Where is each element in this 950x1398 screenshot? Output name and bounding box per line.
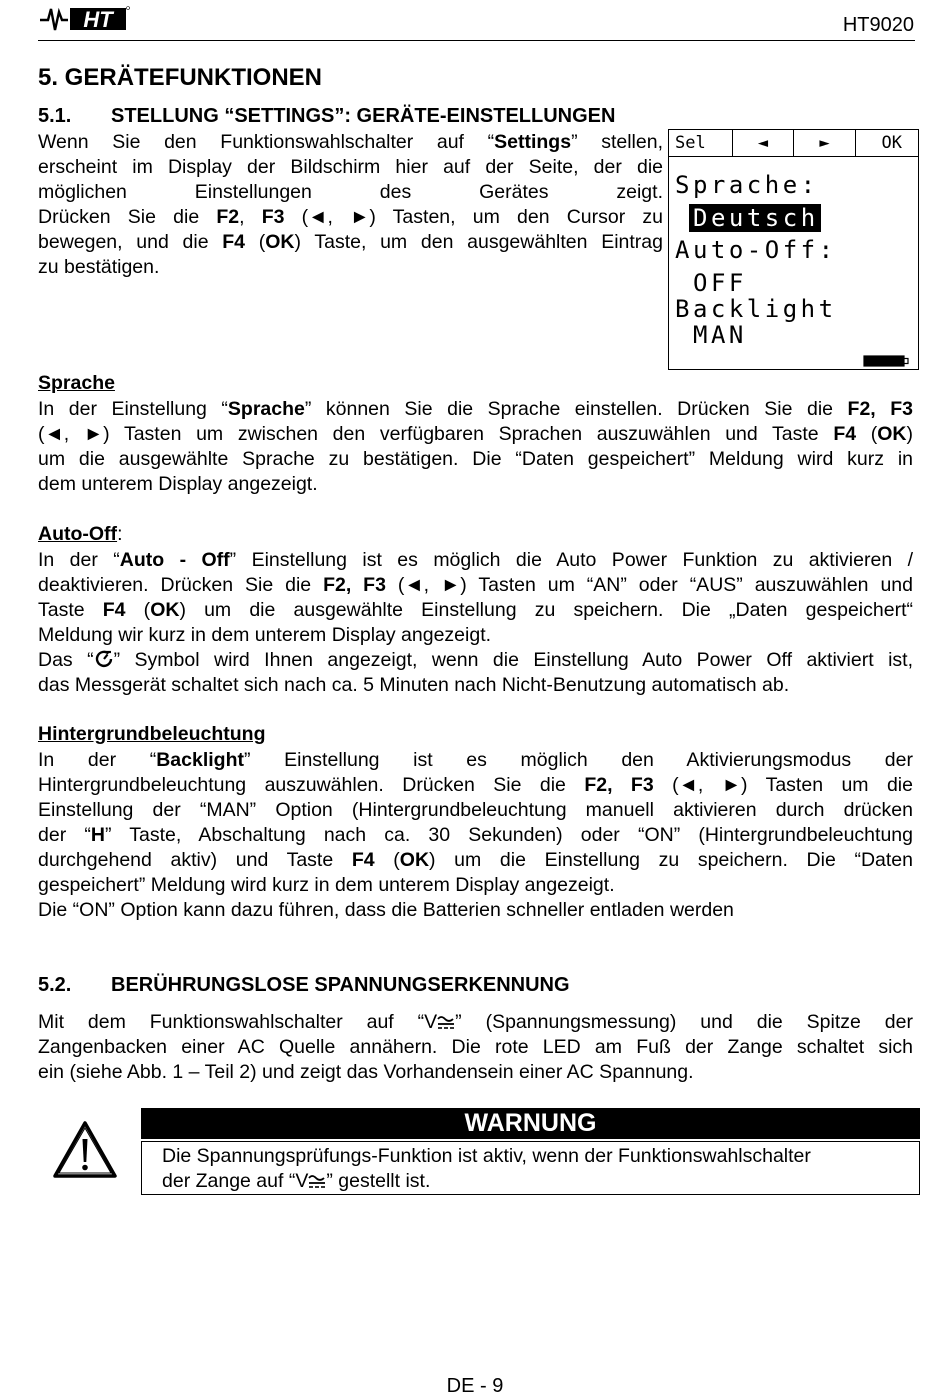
text-line: Drücken Sie die F2, F3 (◄, ►) Tasten, um den Cursor zu [38,206,663,228]
text-line: Taste F4 (OK) um die ausgewählte Einstellung zu speichern. Die „Daten gespeichert“ [38,599,913,621]
text-line: durchgehend aktiv) und Taste F4 (OK) um die Einstellung zu speichern. Die “Daten [38,849,913,871]
auto-off-heading-colon: : [117,523,123,545]
backlight-note: Die “ON” Option kann dazu führen, dass die Batterien schneller entladen werden [38,899,734,921]
text-line: In der “Auto - Off” Einstellung ist es möglich die Auto Power Funktion zu aktivieren / [38,549,914,571]
display-line-auto-off: Auto-Off: [675,236,837,264]
softkey-right-icon: ► [794,130,856,156]
auto-off-symbol-text: Das “ ” Symbol wird Ihnen angezeigt, wenn die Einstellung Auto Power Off aktiviert ist, das Messgerät schaltet sich nach ca. 5 Minuten nach Nicht-Benutzung automatisch ab. [38,649,913,696]
warning-text: Die Spannungsprüfungs-Funktion ist aktiv, wenn der Funktionswahlschalter der Zange auf “V ” gestellt ist. [162,1145,811,1192]
text-line: deaktivieren. Drücken Sie die F2, F3 (◄, ►) Tasten um “AN” oder “AUS” auszuwählen und [38,574,913,596]
warning-triangle-icon [52,1120,118,1180]
display-line-sprache: Sprache: [675,171,819,199]
text-line: Meldung wir kurz in dem unterem Display angezeigt. [38,624,492,646]
text-line: In der Einstellung “Sprache” können Sie die Sprache einstellen. Drücken Sie die F2, F3 [38,398,914,420]
text-line: möglichen Einstellungen des Gerätes zeigt. [38,181,663,203]
text-line: bewegen, und die F4 (OK) Taste, um den ausgewählten Eintrag [38,231,663,253]
text-line: erscheint im Display der Bildschirm hier auf der Seite, der die [38,156,663,178]
display-line-backlight: Backlight [675,295,837,323]
ht-logo [38,4,130,34]
auto-off-text [38,548,913,648]
display-line-man: MAN [693,321,747,349]
battery-icon [863,355,909,367]
settings-intro [38,130,663,280]
logo-text: HT [83,7,113,32]
text-line: Hintergrundbeleuchtung auszuwählen. Drücken Sie die F2, F3 (◄, ►) Tasten um die [38,774,913,796]
auto-power-off-icon [94,649,114,669]
text-line: (◄, ►) Tasten um zwischen den verfügbaren Sprachen auszuwählen und Taste F4 (OK) [38,423,913,445]
auto-off-heading: Auto-Off [38,523,118,545]
text-line: um die ausgewählte Sprache zu bestätigen. Die “Daten gespeichert” Meldung wird kurz in [38,448,913,470]
softkey-left-icon: ◄ [733,130,794,156]
softkey-ok: OK [881,133,902,153]
warning-title: WARNUNG [141,1108,920,1139]
section-number: 5.1. [38,105,72,127]
text-line: zu bestätigen. [38,256,160,278]
softkey-sel: Sel [669,130,733,156]
settings-display [668,129,919,370]
document-id: HT9020 [842,14,914,36]
sprache-heading: Sprache [38,372,115,394]
text-line: Wenn Sie den Funktionswahlschalter auf “Settings” stellen, [38,131,663,153]
section-number-5-2: 5.2. [38,974,72,996]
header-rule [38,40,915,41]
softkey-bar [669,130,918,157]
display-line-off: OFF [693,269,747,297]
text-line: der “H” Taste, Abschaltung nach ca. 30 Sekunden) oder “ON” (Hintergrundbeleuchtung [38,824,913,846]
auto-off-last-line: das Messgerät schaltet sich nach ca. 5 Minuten nach Nicht-Benutzung automatisch ab. [38,674,790,696]
section-title: STELLUNG “SETTINGS”: GERÄTE-EINSTELLUNGEN [111,105,616,127]
section-5-2-text: Mit dem Funktionswahlschalter auf “V ” (Spannungsmessung) und die Spitze der Zangenbacken einer AC Quelle annähern. Die rote LED am Fuß der Zange schaltet sich ein (siehe Abb. 1 – Teil 2) und zeigt das Vorhandensein einer AC Spannung. [38,1011,913,1083]
section-title-5-2: BERÜHRUNGSLOSE SPANNUNGSERKENNUNG [111,974,570,996]
ac-dc-voltage-icon [308,1172,326,1190]
text-line: In der “Backlight” Einstellung ist es möglich den Aktivierungsmodus der [38,749,913,771]
backlight-heading: Hintergrundbeleuchtung [38,723,266,745]
sprache-text [38,397,913,497]
text-line: gespeichert” Meldung wird kurz in dem unterem Display angezeigt. [38,874,615,896]
display-line-deutsch: Deutsch [689,204,821,232]
page-number: DE - 9 [446,1375,504,1397]
text-line: Einstellung der “MAN” Option (Hintergrundbeleuchtung manuell aktivieren durch drücken [38,799,913,821]
ac-dc-voltage-icon [437,1013,455,1031]
text-line: dem unterem Display angezeigt. [38,473,318,495]
chapter-title: 5. GERÄTEFUNKTIONEN [38,64,323,91]
backlight-text [38,748,913,898]
